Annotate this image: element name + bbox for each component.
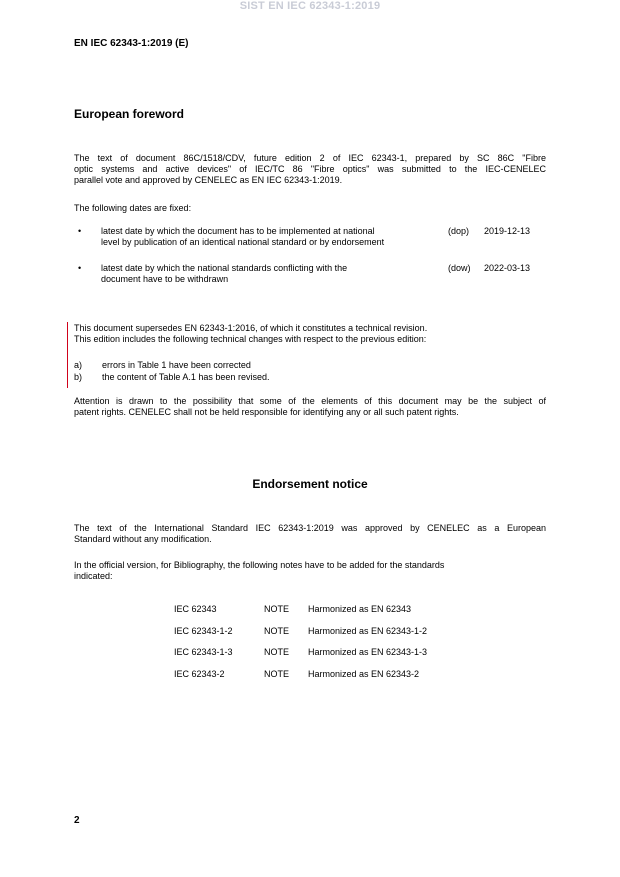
intro-line: parallel vote and approved by CENELEC as EN IEC 62343-1:2019. xyxy=(74,175,343,185)
standard-note: NOTE xyxy=(264,669,290,679)
endorsement-text xyxy=(74,523,546,545)
supersedes-line: This document supersedes EN 62343-1:2016, of which it constitutes a technical revision. xyxy=(74,323,428,333)
standard-harmonized: Harmonized as EN 62343 xyxy=(308,604,412,614)
attention-line: patent rights. CENELEC shall not be held responsible for identifying any or all such patent rights. xyxy=(74,407,459,417)
date-value-dow: 2022-03-13 xyxy=(484,263,531,273)
standard-harmonized: Harmonized as EN 62343-1-2 xyxy=(308,626,428,636)
intro-line: The text of document 86C/1518/CDV, future edition 2 of IEC 62343-1, prepared by SC 86C "Fibre xyxy=(74,153,546,163)
bibliography-line: indicated: xyxy=(74,571,113,581)
standard-id: IEC 62343 xyxy=(174,604,217,614)
patent-attention xyxy=(74,396,546,418)
date-value-dop: 2019-12-13 xyxy=(484,226,531,236)
change-text-a: errors in Table 1 have been corrected xyxy=(102,360,251,370)
bullet-dow: • xyxy=(78,263,82,273)
description-line: latest date by which the national standards conflicting with the xyxy=(101,263,348,273)
standard-note: NOTE xyxy=(264,626,290,636)
document-id: EN IEC 62343-1:2019 (E) xyxy=(74,38,189,49)
foreword-title: European foreword xyxy=(74,107,185,121)
standard-row xyxy=(174,626,474,638)
change-label-b: b) xyxy=(74,372,83,382)
change-label-a: a) xyxy=(74,360,83,370)
standard-id: IEC 62343-1-2 xyxy=(174,626,233,636)
description-line: level by publication of an identical national standard or by endorsement xyxy=(101,237,385,247)
date-code-dow: (dow) xyxy=(448,263,471,273)
page-number: 2 xyxy=(74,815,80,826)
standard-harmonized: Harmonized as EN 62343-1-3 xyxy=(308,647,428,657)
standard-row xyxy=(174,647,474,659)
supersedes-text xyxy=(74,323,546,345)
bibliography-line: In the official version, for Bibliography, the following notes have to be added for the standards xyxy=(74,560,445,570)
endorsement-title: Endorsement notice xyxy=(252,477,368,491)
date-code-dop: (dop) xyxy=(448,226,470,236)
foreword-intro xyxy=(74,153,546,186)
attention-line: Attention is drawn to the possibility that some of the elements of this document may be the subject of xyxy=(74,396,546,406)
description-line: document have to be withdrawn xyxy=(101,274,229,284)
standard-row xyxy=(174,604,474,616)
standard-id: IEC 62343-1-3 xyxy=(174,647,233,657)
change-text-b: the content of Table A.1 has been revised. xyxy=(102,372,270,382)
intro-line: optic systems and active devices" of IEC/TC 86 "Fibre optics" was submitted to the IEC-CENELEC xyxy=(74,164,546,174)
standard-note: NOTE xyxy=(264,647,290,657)
description-line: latest date by which the document has to be implemented at national xyxy=(101,226,375,236)
date-description-dow xyxy=(101,263,436,285)
standard-note: NOTE xyxy=(264,604,290,614)
bibliography-text xyxy=(74,560,546,582)
bullet-dop: • xyxy=(78,226,82,236)
supersedes-line: This edition includes the following technical changes with respect to the previous edition: xyxy=(74,334,427,344)
standard-id: IEC 62343-2 xyxy=(174,669,225,679)
revision-change-bar xyxy=(67,322,68,388)
dates-intro: The following dates are fixed: xyxy=(74,203,192,213)
date-description-dop xyxy=(101,226,436,248)
endorsement-line: The text of the International Standard IEC 62343-1:2019 was approved by CENELEC as a European xyxy=(74,523,546,533)
standard-harmonized: Harmonized as EN 62343-2 xyxy=(308,669,420,679)
standard-row xyxy=(174,669,474,681)
watermark: SIST EN IEC 62343-1:2019 xyxy=(239,0,381,12)
endorsement-line: Standard without any modification. xyxy=(74,534,212,544)
